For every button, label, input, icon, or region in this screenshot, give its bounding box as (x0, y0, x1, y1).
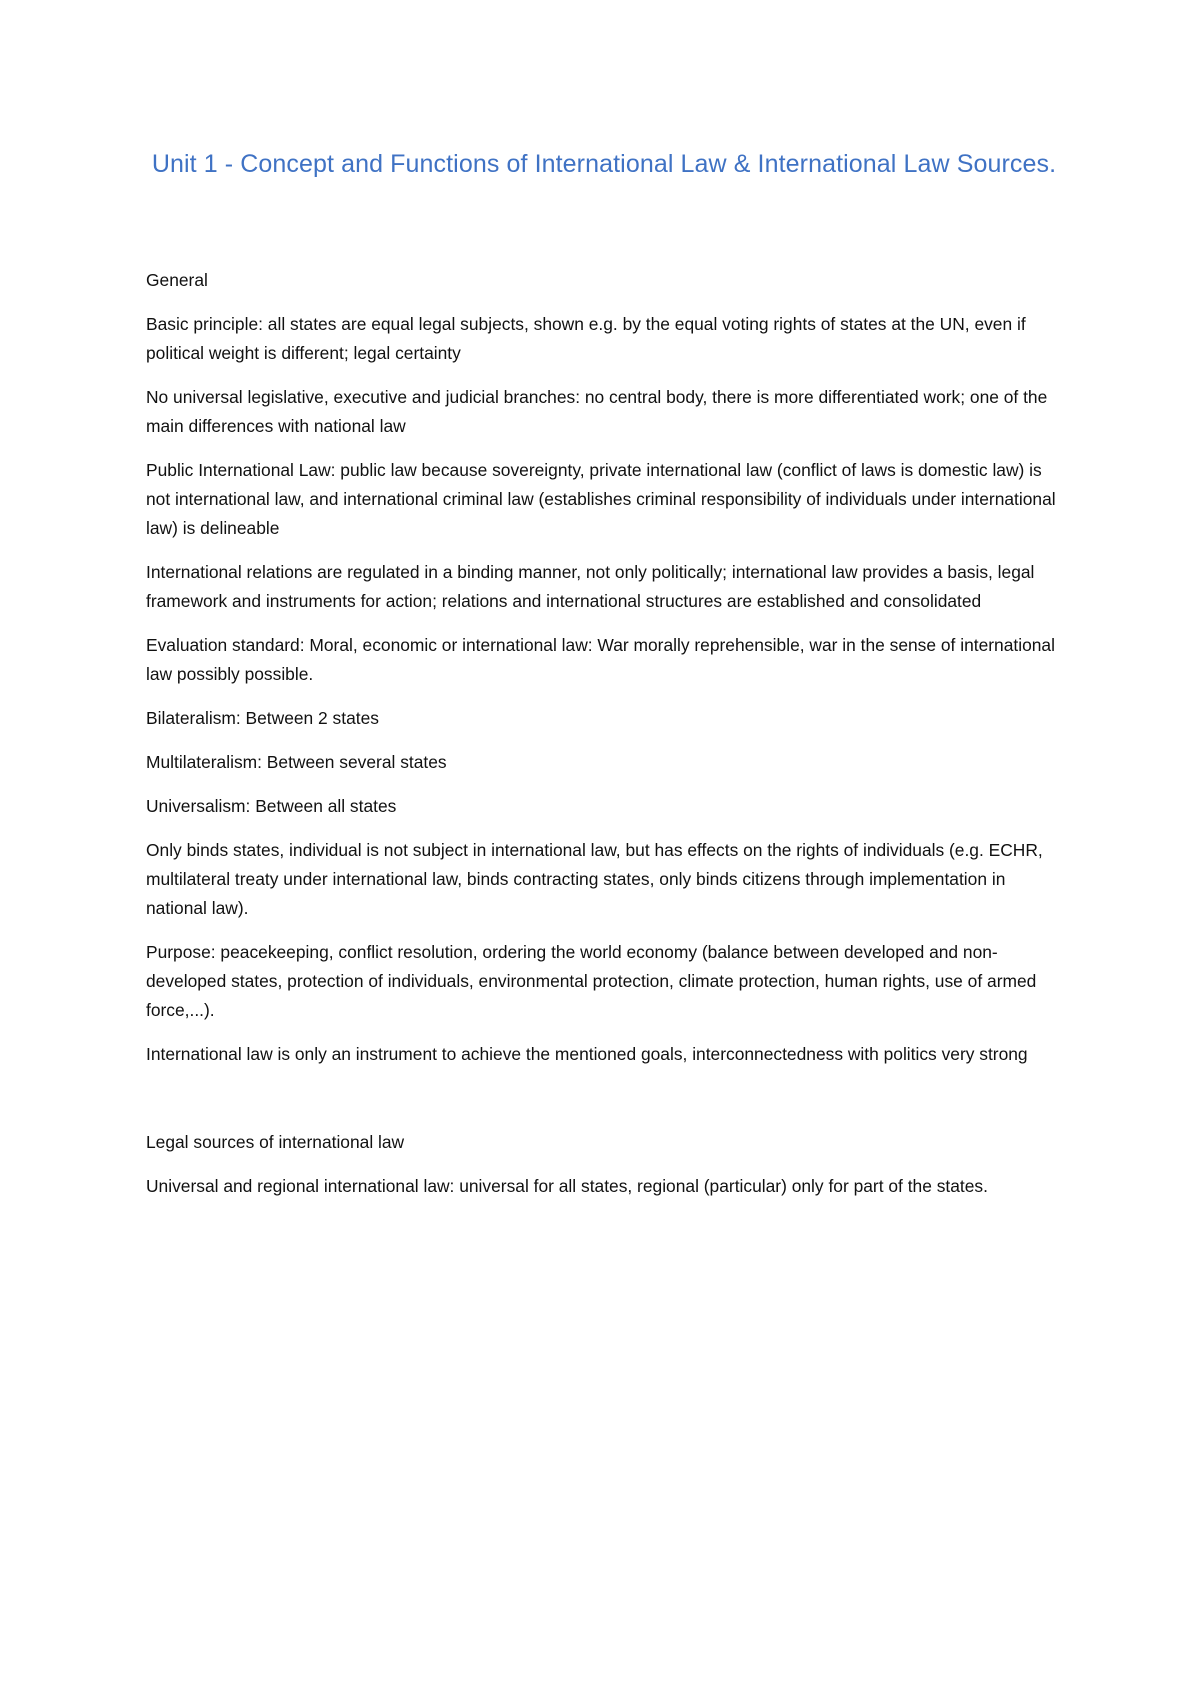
paragraph-instrument: International law is only an instrument to achieve the mentioned goals, interconnectedness with politics very strong (146, 1044, 1028, 1064)
section-spacer (146, 1084, 1062, 1128)
paragraph-public-international-law: Public International Law: public law because sovereignty, private international law (conflict of laws is domestic law) is not international law, and international criminal law (establishes criminal responsibility of individuals under international law) is delineable (146, 460, 1056, 538)
paragraph-basic-principle: Basic principle: all states are equal legal subjects, shown e.g. by the equal voting rights of states at the UN, even if political weight is different; legal certainty (146, 314, 1026, 363)
document-title: Unit 1 - Concept and Functions of International Law & International Law Sources. (151, 150, 1057, 178)
paragraph-purpose: Purpose: peacekeeping, conflict resolution, ordering the world economy (balance between developed and non-developed states, protection of individuals, environmental protection, climate protection, human rights, use of armed force,...). (146, 942, 1037, 1020)
paragraph-universal-regional: Universal and regional international law: universal for all states, regional (particular) only for part of the states. (146, 1176, 988, 1196)
paragraph-universalism: Universalism: Between all states (146, 796, 397, 816)
paragraph-evaluation-standard: Evaluation standard: Moral, economic or international law: War morally reprehensible, war in the sense of international law possibly possible. (146, 635, 1055, 684)
section-heading-general: General (146, 270, 208, 290)
section-heading-legal-sources: Legal sources of international law (146, 1132, 405, 1152)
paragraph-bilateralism: Bilateralism: Between 2 states (146, 708, 379, 728)
paragraph-only-binds-states: Only binds states, individual is not subject in international law, but has effects on the rights of individuals (e.g. ECHR, multilateral treaty under international law, binds contracting states, only binds citizens through implementation in national law). (146, 840, 1043, 918)
section-legal-sources (146, 1128, 1062, 1201)
section-general (146, 266, 1062, 1069)
paragraph-multilateralism: Multilateralism: Between several states (146, 752, 447, 772)
paragraph-international-relations: International relations are regulated in a binding manner, not only politically; international law provides a basis, legal framework and instruments for action; relations and international structures are established and consolidated (146, 562, 1035, 611)
paragraph-no-universal-branches: No universal legislative, executive and judicial branches: no central body, there is more differentiated work; one of the main differences with national law (146, 387, 1048, 436)
